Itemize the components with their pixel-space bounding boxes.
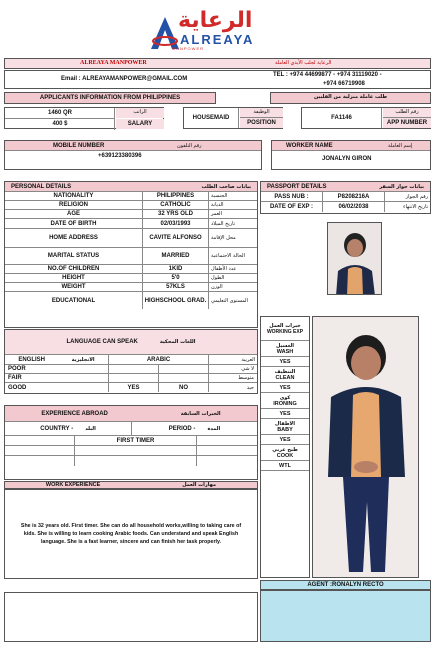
language-level-label: FAIR xyxy=(5,374,109,382)
personal-row xyxy=(5,210,257,219)
skill-value: YES xyxy=(261,435,309,445)
passport-number-value: P8208216A xyxy=(323,192,385,201)
company-logo xyxy=(150,10,285,52)
applicants-title-ar: طلب عاملة منزلية من الفلبين xyxy=(270,92,431,104)
personal-row xyxy=(5,229,257,248)
mobile-label-ar: رقم التلفون xyxy=(177,143,202,149)
personal-field-label: MARITAL STATUS xyxy=(5,248,143,264)
passport-number-label: PASS NUB : xyxy=(261,192,323,201)
personal-field-label: NO.OF CHILDREN xyxy=(5,265,143,273)
contact-box xyxy=(4,70,431,89)
arabic-label-ar: العربية xyxy=(241,356,255,363)
position-label-ar: الوظيفة xyxy=(240,108,283,118)
salary-usd: 400 $ xyxy=(52,120,68,127)
period-label-ar: المدة xyxy=(207,425,221,432)
personal-field-label-ar: الطول xyxy=(211,275,225,281)
personal-field-value: MARRIED xyxy=(143,248,209,264)
english-level-value xyxy=(109,374,159,382)
arabic-level-value xyxy=(159,365,209,373)
worker-label: WORKER NAME xyxy=(286,143,333,149)
company-name-ar: الرعاية لجلب الأيدي العاملة xyxy=(275,60,332,66)
salary-qr: 1460 QR xyxy=(47,109,72,116)
language-level-row xyxy=(5,383,257,392)
skill-label-ar: الغسيل xyxy=(275,342,294,349)
personal-field-value: 02/03/1993 xyxy=(143,219,209,228)
experience-title-ar: الخبرات السابقة xyxy=(180,410,221,417)
portrait-photo-icon xyxy=(328,223,382,295)
personal-field-value: CATHOLIC xyxy=(143,201,209,209)
work-experience-title: WORK EXPERIENCE xyxy=(45,482,101,488)
language-level-row xyxy=(5,365,257,374)
english-label-ar: الانجليزية xyxy=(71,356,95,363)
english-level-value: YES xyxy=(109,383,159,392)
personal-row xyxy=(5,265,257,274)
summary-box xyxy=(4,489,258,579)
applicants-title: APPLICANTS INFORMATION FROM PHILIPPINES xyxy=(4,92,216,104)
salary-box xyxy=(4,107,164,129)
personal-field-label: AGE xyxy=(5,210,143,218)
language-level-label-ar: لا شي xyxy=(241,366,254,372)
work-experience-header xyxy=(4,481,258,489)
personal-field-label-ar: الجنسية xyxy=(211,193,228,199)
position-label: POSITION xyxy=(240,118,283,128)
passport-exp-value: 06/02/2038 xyxy=(323,202,385,212)
language-title-ar: اللغات المحكية xyxy=(159,339,196,345)
personal-field-label: DATE OF BIRTH xyxy=(5,219,143,228)
logo-arabic-text: الرعاية xyxy=(178,8,253,33)
experience-header xyxy=(5,406,257,422)
language-table xyxy=(4,329,258,394)
personal-field-value: 57KLS xyxy=(143,283,209,291)
personal-field-label-ar: عدد الأطفال xyxy=(211,266,237,272)
personal-field-label-ar: محل الإقامة xyxy=(211,235,236,241)
personal-field-label-ar: الوزن xyxy=(211,284,223,290)
first-timer-text: FIRST TIMER xyxy=(75,436,197,445)
passport-exp-label: DATE OF EXP : xyxy=(261,202,323,212)
skill-label: WASH xyxy=(276,348,294,355)
personal-field-value: HIGHSCHOOL GRAD. xyxy=(143,292,209,309)
app-number-value: FA1146 xyxy=(302,108,382,128)
passport-title: PASSPORT DETAILS xyxy=(267,183,327,190)
language-level-row xyxy=(5,374,257,383)
skill-label-ar: الاطفال xyxy=(275,420,295,427)
personal-field-label: RELIGION xyxy=(5,201,143,209)
mobile-value: +639123380396 xyxy=(98,153,142,159)
skill-label-ar: التنظيف xyxy=(274,368,296,375)
skill-label: COOK xyxy=(276,452,294,459)
personal-field-value: 32 YRS OLD xyxy=(143,210,209,218)
personal-details-header xyxy=(5,182,257,192)
skill-label-ar: طبخ عربي xyxy=(272,446,298,453)
english-level-value xyxy=(109,365,159,373)
worker-label-ar: إسم العاملة xyxy=(388,143,413,149)
personal-field-label: EDUCATIONAL xyxy=(5,292,143,309)
agent-text: AGENT :RONALYN RECTO xyxy=(307,582,384,588)
passport-title-ar: بيانات جواز السفر xyxy=(379,183,424,190)
personal-details-title-ar: بيانات صاحب الطلب xyxy=(201,183,251,190)
personal-field-label: HOME ADDRESS xyxy=(5,229,143,247)
passport-exp-label-ar: تاريخ الانتهاء xyxy=(403,204,428,210)
phone-line-2: +974 66719908 xyxy=(323,81,365,87)
experience-table xyxy=(4,405,258,480)
company-name-en: ALREAYA MANPOWER xyxy=(80,60,147,66)
english-label: ENGLISH xyxy=(18,356,45,363)
personal-field-label-ar: العمر xyxy=(211,211,222,217)
logo-sub-text: MANPOWER xyxy=(172,46,204,51)
skill-label-cell xyxy=(261,367,309,383)
position-value: HOUSEMAID xyxy=(184,108,239,128)
personal-field-label-ar: المستوى التعليمي xyxy=(211,297,248,304)
passport-details-header xyxy=(261,182,430,192)
personal-field-value: 1KID xyxy=(143,265,209,273)
skills-title-ar: خبرات العمل xyxy=(269,322,301,329)
language-title: LANGUAGE CAN SPEAK xyxy=(66,339,138,345)
skill-label-ar: كوي xyxy=(279,394,291,401)
personal-row xyxy=(5,292,257,309)
personal-row xyxy=(5,274,257,283)
salary-label: SALARY xyxy=(116,119,164,129)
personal-field-value: 5'0 xyxy=(143,274,209,282)
app-number-box xyxy=(301,107,431,129)
worker-photo-small xyxy=(327,222,382,295)
passport-number-label-ar: رقم الجواز xyxy=(405,193,428,200)
full-body-photo-icon xyxy=(313,317,419,578)
logo-latin-text: ALREAYA xyxy=(180,32,255,47)
worker-name-value: JONALYN GIRON xyxy=(322,156,372,162)
summary-text: She is 32 years old. First timer. She can do all household works,willing to taking care of kids. She is willing to learn cooking Arabic foods. Can understand and speak English language. She is a fast learner, sincere and can finish her task properly. xyxy=(20,522,242,546)
skill-label-cell xyxy=(261,393,309,409)
position-box xyxy=(183,107,283,129)
personal-field-label: HEIGHT xyxy=(5,274,143,282)
experience-title: EXPERIENCE ABROAD xyxy=(41,410,108,417)
country-label-ar: البلد xyxy=(85,425,96,432)
agent-box xyxy=(260,590,431,642)
company-title-bar xyxy=(4,58,431,69)
country-label: COUNTRY - xyxy=(40,425,74,432)
personal-row xyxy=(5,201,257,210)
arabic-level-value: NO xyxy=(159,383,209,392)
personal-row xyxy=(5,283,257,292)
personal-details-title: PERSONAL DETAILS xyxy=(11,183,72,190)
app-number-label-ar: رقم الطلب xyxy=(383,108,431,118)
skill-value: YES xyxy=(261,383,309,393)
personal-row xyxy=(5,192,257,201)
skill-value: WTL xyxy=(261,461,309,471)
period-label: PERIOD - xyxy=(168,425,196,432)
passport-details-table xyxy=(260,181,431,214)
language-level-label: GOOD xyxy=(5,383,109,392)
skill-label: BABY xyxy=(277,426,293,433)
personal-field-value: PHILIPPINES xyxy=(143,192,209,200)
skill-label-cell xyxy=(261,341,309,357)
salary-label-ar: الراتب xyxy=(116,108,164,118)
personal-field-label-ar: الحالة الاجتماعية xyxy=(211,253,245,259)
skill-value: YES xyxy=(261,409,309,419)
personal-field-label: WEIGHT xyxy=(5,283,143,291)
personal-field-label-ar: الديانة xyxy=(211,202,224,208)
language-level-label-ar: متوسط xyxy=(238,375,254,381)
skills-title: WORKING EXP xyxy=(266,328,304,335)
worker-photo-full xyxy=(312,316,419,578)
phone-line-1: TEL : +974 44699877 - +974 31119020 - xyxy=(273,72,382,78)
skill-label-cell xyxy=(261,419,309,435)
personal-field-label-ar: تاريخ الميلاد xyxy=(211,220,236,227)
personal-field-label: NATIONALITY xyxy=(5,192,143,200)
personal-row xyxy=(5,219,257,229)
personal-row xyxy=(5,248,257,265)
app-number-label: APP NUMBER xyxy=(383,118,431,128)
work-experience-title-ar: مهارات العمل xyxy=(182,482,217,488)
worker-box xyxy=(271,140,431,170)
skill-label: CLEAN xyxy=(275,374,295,381)
arabic-label: ARABIC xyxy=(109,355,209,364)
language-level-label-ar: جيد xyxy=(246,384,254,391)
mobile-label: MOBILE NUMBER xyxy=(53,143,105,149)
email-text[interactable]: Email : ALREAYAMANPOWER@GMAIL.COM xyxy=(61,76,188,82)
mobile-box xyxy=(4,140,262,170)
skill-label: IRONING xyxy=(273,400,297,407)
skill-value: YES xyxy=(261,357,309,367)
language-header xyxy=(5,330,257,355)
logo-globe-icon xyxy=(150,16,180,50)
personal-details-table xyxy=(4,181,258,328)
personal-field-value: CAVITE ALFONSO xyxy=(143,229,209,247)
language-level-label: POOR xyxy=(5,365,109,373)
skill-label-cell xyxy=(261,445,309,461)
skills-sidebar xyxy=(260,316,310,578)
bottom-empty-box xyxy=(4,592,258,642)
arabic-level-value xyxy=(159,374,209,382)
agent-bar xyxy=(260,580,431,590)
